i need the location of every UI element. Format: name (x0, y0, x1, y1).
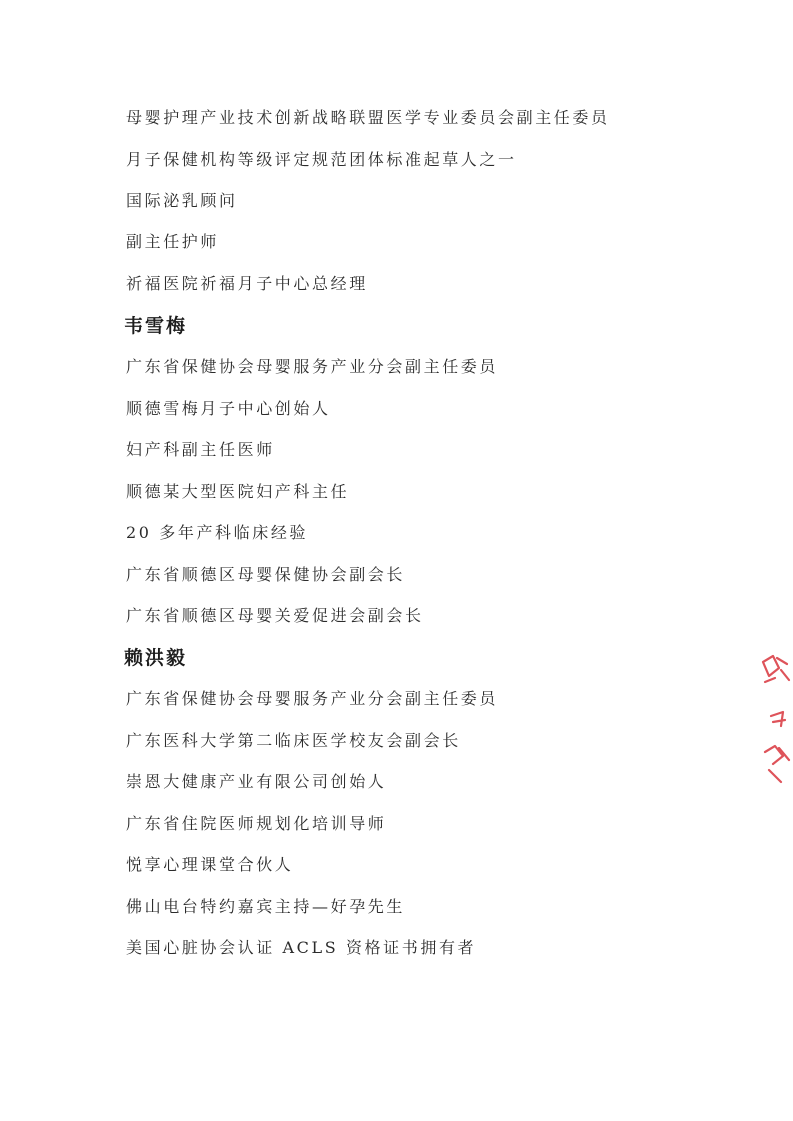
text-line: 母婴护理产业技术创新战略联盟医学专业委员会副主任委员 (126, 108, 610, 127)
text-line: 广东省保健协会母婴服务产业分会副主任委员 (126, 357, 499, 376)
text-line: 美国心脏协会认证 ACLS 资格证书拥有者 (126, 938, 477, 957)
text-line: 佛山电台特约嘉宾主持—好孕先生 (126, 897, 406, 916)
text-line: 妇产科副主任医师 (126, 440, 275, 459)
text-line: 祈福医院祈福月子中心总经理 (126, 274, 368, 293)
person-name-heading: 赖洪毅 (124, 647, 188, 669)
person-name-heading: 韦雪梅 (124, 315, 188, 337)
seal-stamp (757, 652, 793, 792)
text-line: 月子保健机构等级评定规范团体标准起草人之一 (126, 150, 517, 169)
text-line: 广东省保健协会母婴服务产业分会副主任委员 (126, 689, 499, 708)
text-line: 广东省顺德区母婴关爱促进会副会长 (126, 606, 424, 625)
text-line: 广东省顺德区母婴保健协会副会长 (126, 565, 406, 584)
text-line: 悦享心理课堂合伙人 (126, 855, 294, 874)
text-line: 国际泌乳顾问 (126, 191, 238, 210)
text-line: 崇恩大健康产业有限公司创始人 (126, 772, 387, 791)
text-line: 顺德雪梅月子中心创始人 (126, 399, 331, 418)
text-line: 广东省住院医师规划化培训导师 (126, 814, 387, 833)
text-line: 副主任护师 (126, 232, 220, 251)
text-line: 广东医科大学第二临床医学校友会副会长 (126, 731, 461, 750)
text-line: 顺德某大型医院妇产科主任 (126, 482, 350, 501)
text-line: 20 多年产科临床经验 (126, 523, 309, 542)
